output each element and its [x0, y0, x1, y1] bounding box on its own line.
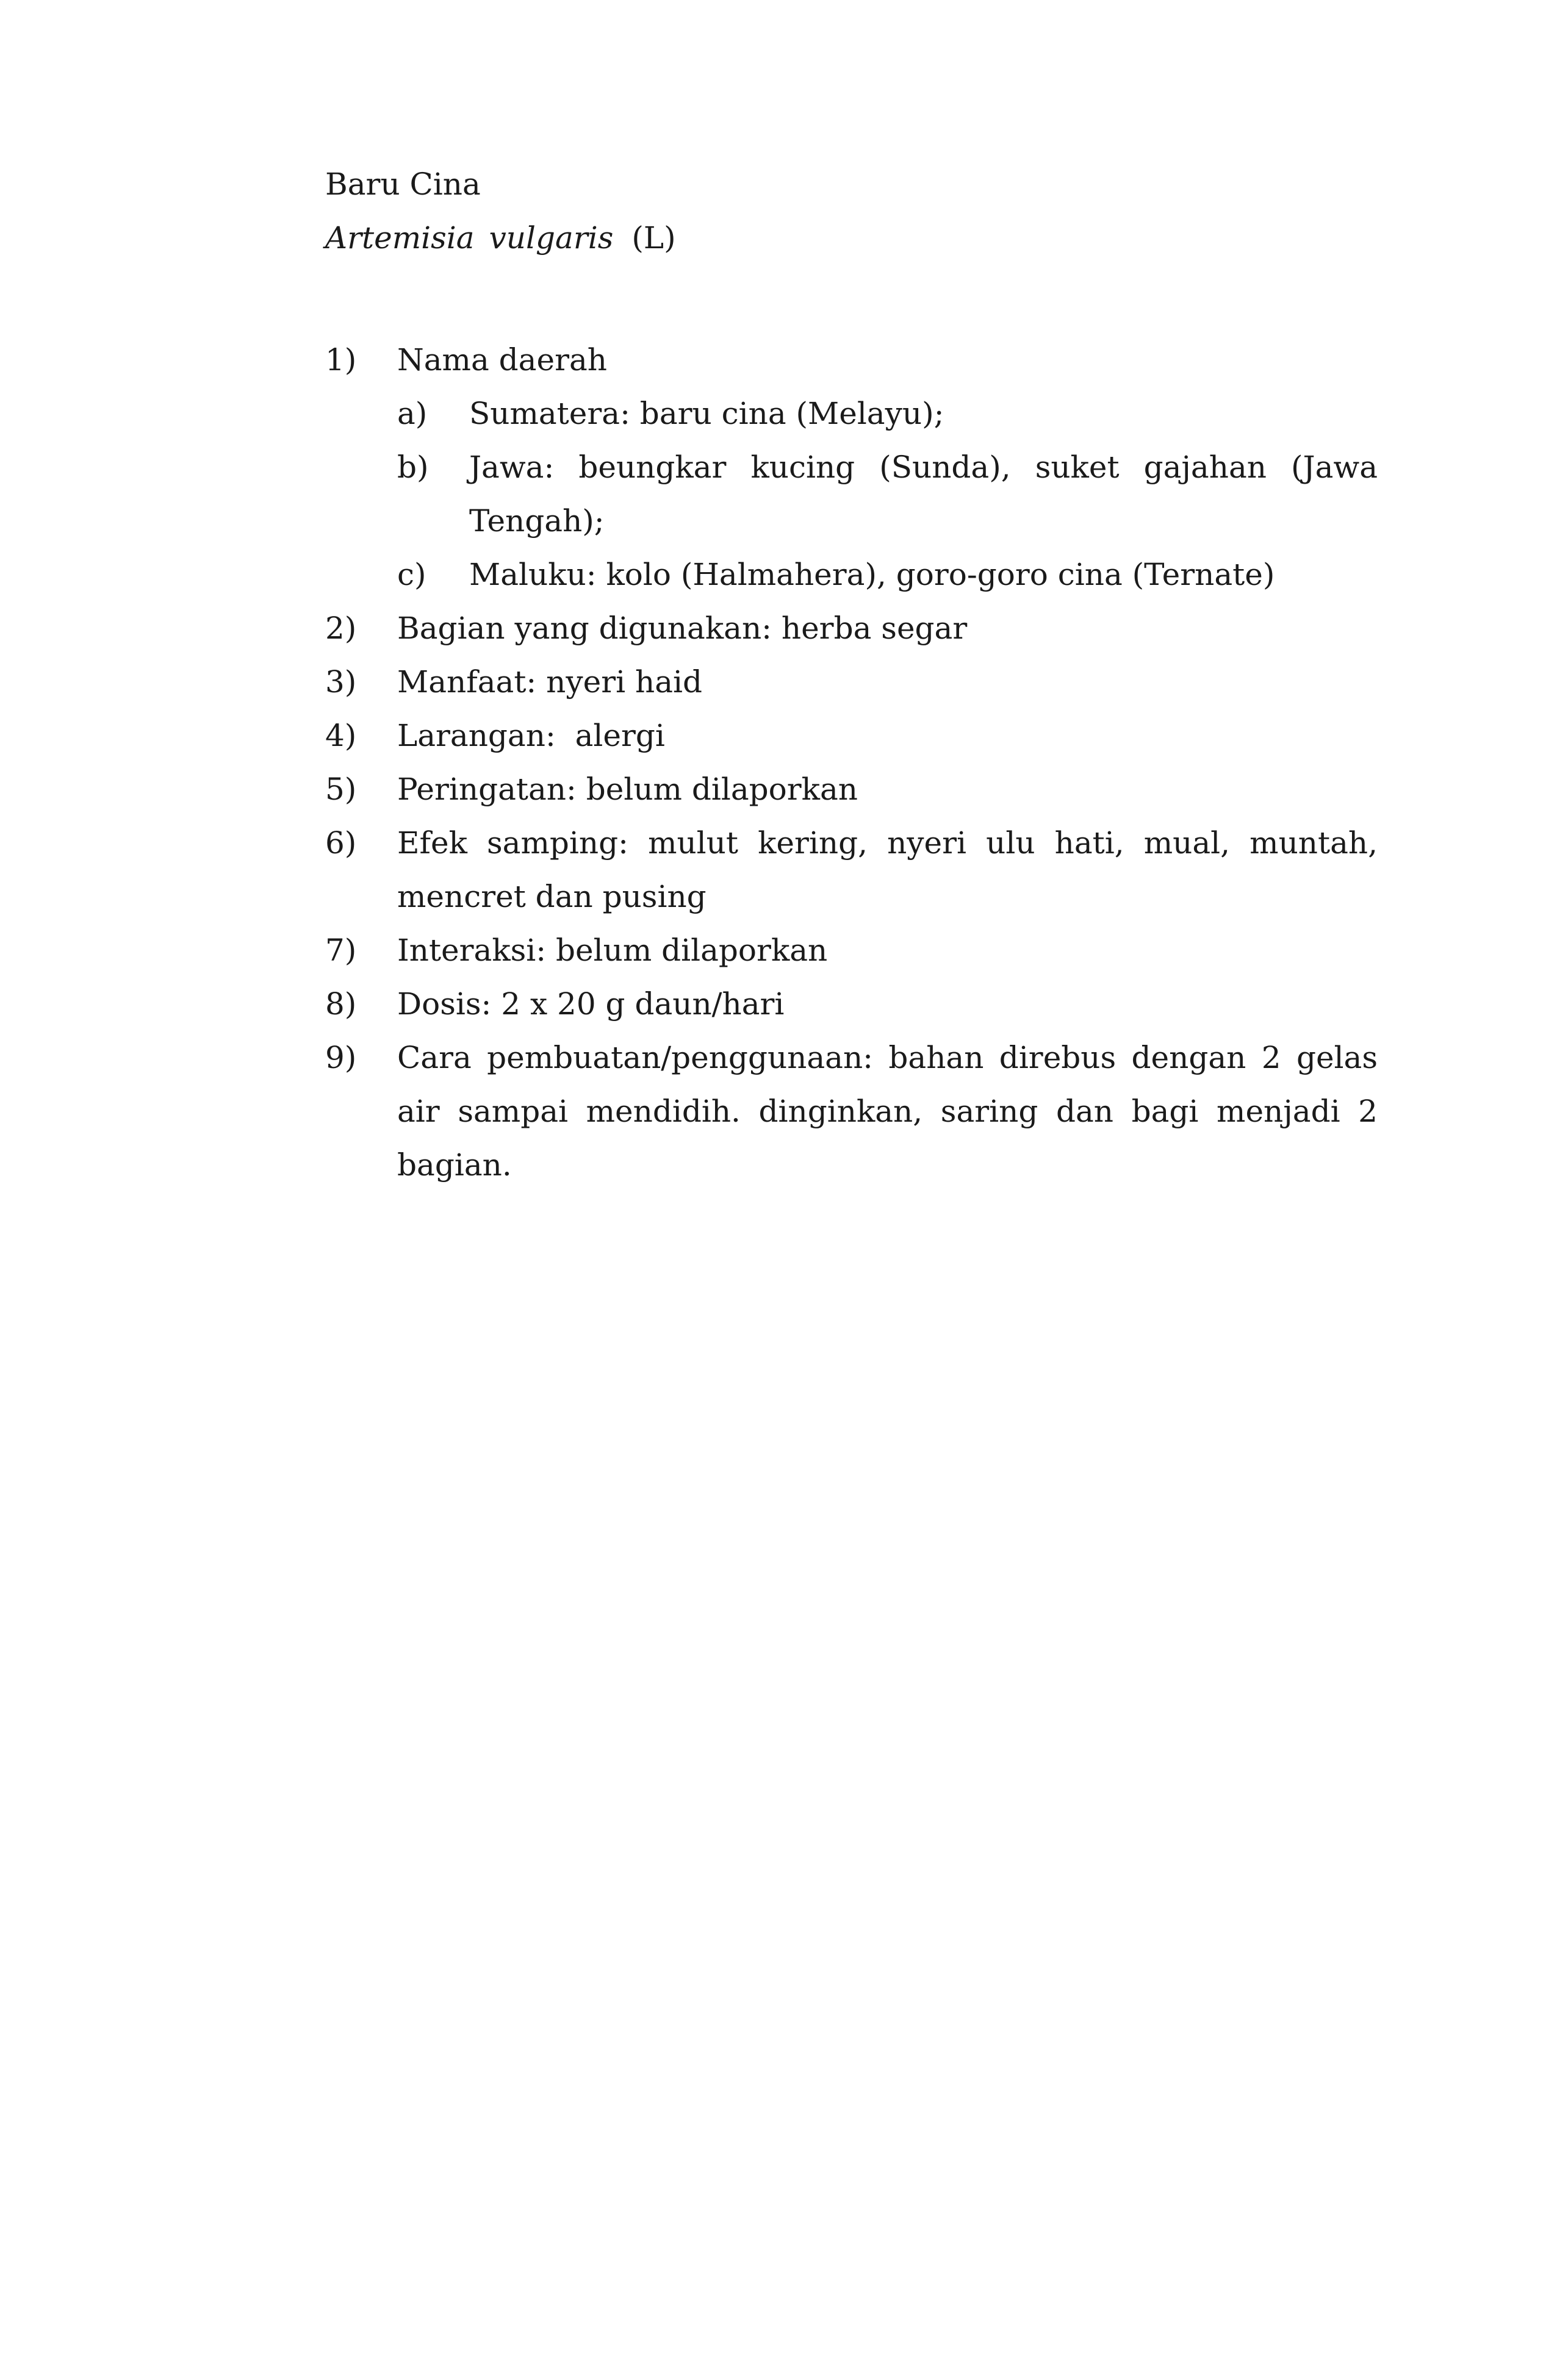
- list-item-part-used: [325, 601, 1378, 655]
- sublist-item-text: Maluku: kolo (Halmahera), goro-goro cina (Ternate): [469, 557, 1275, 592]
- sublist-item-sumatera: [397, 387, 1378, 440]
- sublist-item-jawa: [397, 440, 1378, 548]
- list-item-side-effects: [325, 816, 1378, 923]
- monograph-list: [325, 333, 1378, 1192]
- list-item-text: Peringatan: belum dilaporkan: [397, 772, 858, 807]
- sublist-item-letter: b): [397, 450, 429, 485]
- sublist-item-maluku: [397, 548, 1378, 601]
- sublist-item-text: Sumatera: baru cina (Melayu);: [469, 396, 944, 431]
- list-item-number: 5): [325, 772, 357, 807]
- list-item-interaction: [325, 923, 1378, 977]
- list-item-text: Larangan: alergi: [397, 718, 665, 753]
- title-spacer: [325, 265, 1378, 333]
- list-item-benefit: [325, 655, 1378, 709]
- latin-genus: Artemisia: [325, 220, 475, 256]
- regional-names-sublist: [325, 387, 1378, 601]
- list-item-number: 3): [325, 664, 357, 700]
- list-item-number: 2): [325, 611, 357, 646]
- list-item-number: 9): [325, 1040, 357, 1075]
- list-item-text: Cara pembuatan/penggunaan: bahan direbus dengan 2 gelas air sampai mendidih. dinginkan, saring dan bagi menjadi 2 bagian.: [397, 1040, 1378, 1183]
- list-item-text: Nama daerah: [397, 342, 607, 378]
- list-item-text: Manfaat: nyeri haid: [397, 664, 702, 700]
- list-item-text: Interaksi: belum dilaporkan: [397, 933, 828, 968]
- sublist-item-text: Jawa: beungkar kucing (Sunda), suket gajahan (Jawa Tengah);: [469, 450, 1378, 539]
- list-item-text: Efek samping: mulut kering, nyeri ulu hati, mual, muntah, mencret dan pusing: [397, 825, 1378, 914]
- list-item-text: Dosis: 2 x 20 g daun/hari: [397, 986, 785, 1022]
- list-item-warning: [325, 762, 1378, 816]
- list-item-dosage: [325, 977, 1378, 1031]
- document-content: [325, 157, 1378, 1192]
- latin-author: (L): [631, 220, 676, 256]
- list-item-number: 1): [325, 342, 357, 378]
- list-item-number: 8): [325, 986, 357, 1022]
- list-item-number: 6): [325, 825, 357, 861]
- list-item-contraindication: [325, 709, 1378, 762]
- plant-latin-name: [325, 211, 1378, 265]
- list-item-number: 7): [325, 933, 357, 968]
- list-item-number: 4): [325, 718, 357, 753]
- sublist-item-letter: c): [397, 557, 426, 592]
- list-item-regional-names: [325, 333, 1378, 387]
- list-item-preparation: [325, 1031, 1378, 1192]
- sublist-item-letter: a): [397, 396, 428, 431]
- latin-species: vulgaris: [489, 220, 614, 256]
- plant-common-name: Baru Cina: [325, 167, 481, 202]
- list-item-text: Bagian yang digunakan: herba segar: [397, 611, 968, 646]
